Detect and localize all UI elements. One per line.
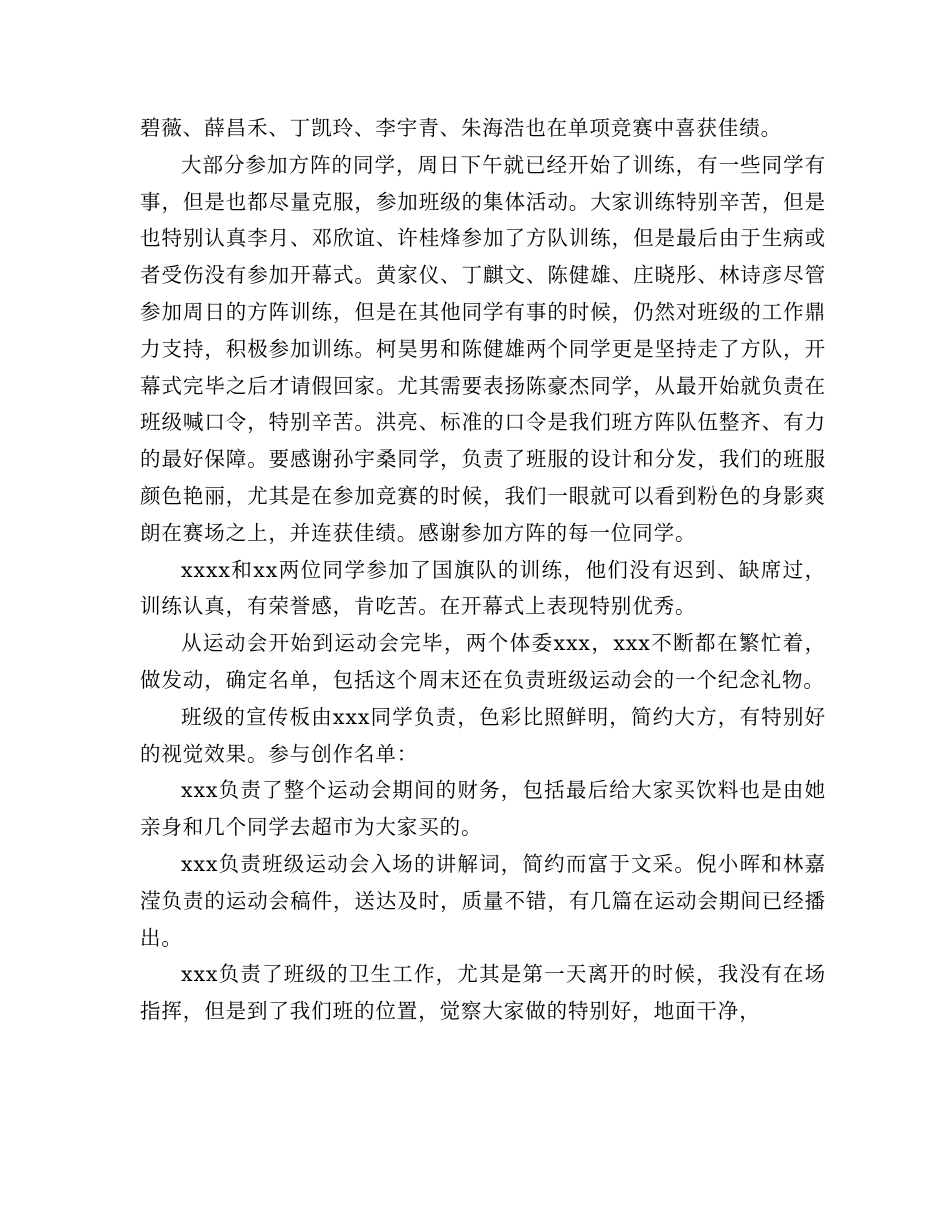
paragraph-5: 班级的宣传板由xxx同学负责，色彩比照鲜明，简约大方，有特别好的视觉效果。参与创作名单： (140, 704, 826, 766)
paragraph-3: xxxx和xx两位同学参加了国旗队的训练，他们没有迟到、缺席过，训练认真，有荣誉感，肯吃苦。在开幕式上表现特别优秀。 (140, 557, 826, 619)
document-body (140, 110, 826, 1030)
paragraph-1: 碧薇、薛昌禾、丁凯玲、李宇青、朱海浩也在单项竞赛中喜获佳绩。 (140, 116, 782, 140)
paragraph-4: 从运动会开始到运动会完毕，两个体委xxx，xxx不断都在繁忙着，做发动，确定名单，包括这个周末还在负责班级运动会的一个纪念礼物。 (140, 631, 826, 692)
paragraph-6: xxx负责了整个运动会期间的财务，包括最后给大家买饮料也是由她亲身和几个同学去超市为大家买的。 (140, 778, 826, 840)
paragraph-2: 大部分参加方阵的同学，周日下午就已经开始了训练，有一些同学有事，但是也都尽量克服，参加班级的集体活动。大家训练特别辛苦，但是也特别认真李月、邓欣谊、许桂烽参加了方队训练，但是最后由于生病或者受伤没有参加开幕式。黄家仪、丁麒文、陈健雄、庄晓彤、林诗彦尽管参加周日的方阵训练，但是在其他同学有事的时候，仍然对班级的工作鼎力支持，积极参加训练。柯昊男和陈健雄两个同学更是坚持走了方队，开幕式完毕之后才请假回家。尤其需要表扬陈豪杰同学，从最开始就负责在班级喊口令，特别辛苦。洪亮、标准的口令是我们班方阵队伍整齐、有力的最好保障。要感谢孙宇桑同学，负责了班服的设计和分发，我们的班服颜色艳丽，尤其是在参加竞赛的时候，我们一眼就可以看到粉色的身影爽朗在赛场之上，并连获佳绩。感谢参加方阵的每一位同学。 (140, 152, 826, 545)
paragraph-8: xxx负责了班级的卫生工作，尤其是第一天离开的时候，我没有在场指挥，但是到了我们班的位置，觉察大家做的特别好，地面干净， (140, 962, 826, 1024)
paragraph-7: xxx负责班级运动会入场的讲解词，简约而富于文采。倪小晖和林嘉滢负责的运动会稿件，送达及时，质量不错，有几篇在运动会期间已经播出。 (140, 851, 826, 950)
